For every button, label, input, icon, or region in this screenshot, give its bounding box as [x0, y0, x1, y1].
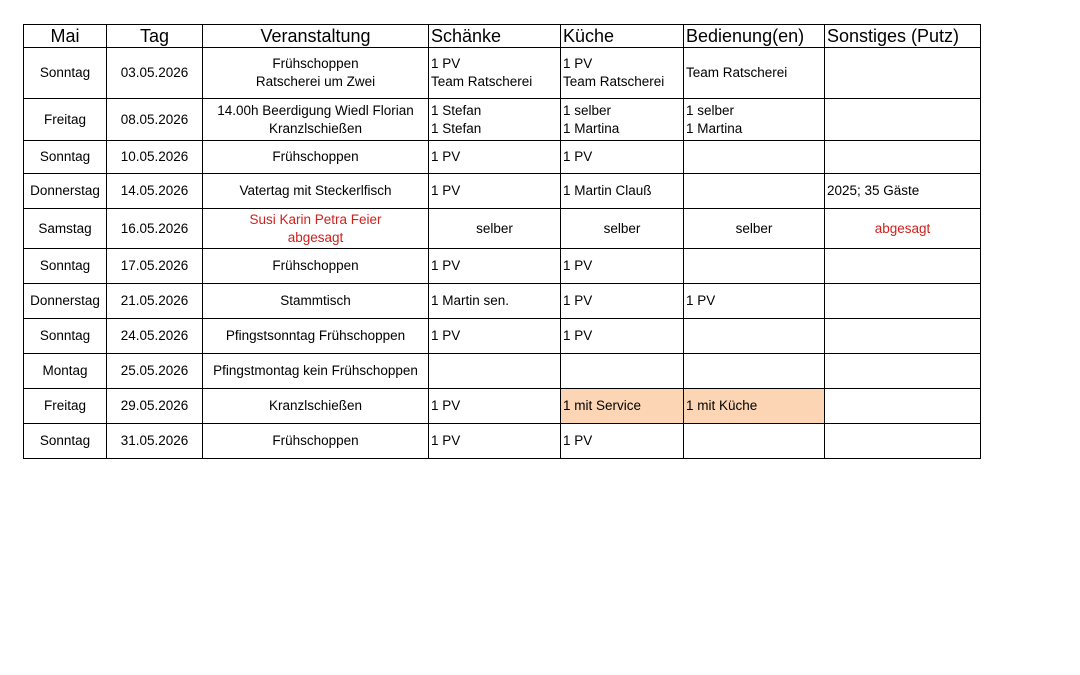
kitchen-cell: 1 PV: [561, 249, 684, 284]
date-cell: 16.05.2026: [107, 209, 203, 249]
table-row: [24, 354, 981, 389]
schedule-sheet: [23, 24, 980, 459]
service-cell: [684, 48, 825, 99]
kitchen-cell: 1 PV: [561, 319, 684, 354]
other-cell: [825, 99, 981, 141]
other-cell: 2025; 35 Gäste: [825, 174, 981, 209]
kitchen-cell: [561, 354, 684, 389]
kitchen-cell: selber: [561, 209, 684, 249]
date-cell: 17.05.2026: [107, 249, 203, 284]
kitchen-line: 1 Martina: [563, 120, 620, 136]
date-cell: 29.05.2026: [107, 389, 203, 424]
service-line: 1 selber: [686, 102, 735, 118]
bar-cell: 1 Martin sen.: [429, 284, 561, 319]
header-month: Mai: [24, 25, 107, 48]
event-cell: Pfingstsonntag Frühschoppen: [203, 319, 429, 354]
event-cell: Frühschoppen: [203, 141, 429, 174]
bar-cell: 1 PV: [429, 249, 561, 284]
event-cell: Frühschoppen: [203, 249, 429, 284]
event-cell: [203, 209, 429, 249]
date-cell: 10.05.2026: [107, 141, 203, 174]
other-cell: [825, 141, 981, 174]
event-cell: Frühschoppen: [203, 424, 429, 459]
event-line: Frühschoppen: [272, 56, 359, 71]
date-cell: 14.05.2026: [107, 174, 203, 209]
table-row: [24, 284, 981, 319]
other-cell: [825, 249, 981, 284]
bar-line: 1 Stefan: [431, 102, 482, 118]
kitchen-cell: 1 Martin Clauß: [561, 174, 684, 209]
table-row: [24, 209, 981, 249]
header-event: Veranstaltung: [203, 25, 429, 48]
kitchen-cell: 1 PV: [561, 424, 684, 459]
header-day: Tag: [107, 25, 203, 48]
other-cell: [825, 284, 981, 319]
event-line: Ratscherei um Zwei: [255, 74, 376, 89]
kitchen-line: 1 PV: [563, 56, 593, 71]
event-line: 14.00h Beerdigung Wiedl Florian: [217, 102, 414, 118]
event-cell: Vatertag mit Steckerlfisch: [203, 174, 429, 209]
weekday-cell: Montag: [24, 354, 107, 389]
other-cell-cancelled: abgesagt: [825, 209, 981, 249]
bar-cell: [429, 99, 561, 141]
event-cell: Stammtisch: [203, 284, 429, 319]
header-kitchen: Küche: [561, 25, 684, 48]
service-line: Team Ratscherei: [686, 65, 788, 80]
other-cell: [825, 48, 981, 99]
service-line: 1 Martina: [686, 120, 743, 136]
table-row: [24, 424, 981, 459]
event-cell: Kranzlschießen: [203, 389, 429, 424]
header-row: [24, 25, 981, 48]
weekday-cell: Sonntag: [24, 424, 107, 459]
event-line: Kranzlschießen: [268, 120, 363, 136]
bar-cell: 1 PV: [429, 174, 561, 209]
bar-line: 1 Stefan: [431, 120, 482, 136]
bar-cell: 1 PV: [429, 424, 561, 459]
date-cell: 08.05.2026: [107, 99, 203, 141]
table-row: [24, 319, 981, 354]
bar-line: Team Ratscherei: [431, 74, 533, 89]
cancelled-label: abgesagt: [287, 229, 344, 245]
event-cell: Pfingstmontag kein Frühschoppen: [203, 354, 429, 389]
other-cell: [825, 319, 981, 354]
table-row: [24, 99, 981, 141]
date-cell: 24.05.2026: [107, 319, 203, 354]
date-cell: 25.05.2026: [107, 354, 203, 389]
service-cell: [684, 354, 825, 389]
other-cell: [825, 354, 981, 389]
bar-cell: 1 PV: [429, 141, 561, 174]
service-cell: 1 PV: [684, 284, 825, 319]
service-cell: [684, 249, 825, 284]
service-cell: [684, 174, 825, 209]
table-row: [24, 174, 981, 209]
weekday-cell: Freitag: [24, 389, 107, 424]
event-line: Susi Karin Petra Feier: [249, 211, 382, 227]
table-row: [24, 249, 981, 284]
date-cell: 31.05.2026: [107, 424, 203, 459]
kitchen-line: 1 selber: [563, 102, 612, 118]
bar-cell: [429, 48, 561, 99]
kitchen-cell: 1 PV: [561, 284, 684, 319]
kitchen-cell: 1 PV: [561, 141, 684, 174]
service-cell: [684, 141, 825, 174]
date-cell: 21.05.2026: [107, 284, 203, 319]
bar-cell: 1 PV: [429, 319, 561, 354]
bar-cell: selber: [429, 209, 561, 249]
weekday-cell: Sonntag: [24, 141, 107, 174]
weekday-cell: Sonntag: [24, 48, 107, 99]
service-cell: selber: [684, 209, 825, 249]
weekday-cell: Sonntag: [24, 249, 107, 284]
weekday-cell: Donnerstag: [24, 284, 107, 319]
event-schedule-table: [23, 24, 981, 459]
kitchen-cell-highlighted: 1 mit Service: [561, 389, 684, 424]
bar-cell: 1 PV: [429, 389, 561, 424]
kitchen-cell: [561, 99, 684, 141]
weekday-cell: Freitag: [24, 99, 107, 141]
other-cell: [825, 389, 981, 424]
weekday-cell: Sonntag: [24, 319, 107, 354]
header-service: Bedienung(en): [684, 25, 825, 48]
table-row: [24, 389, 981, 424]
header-other: Sonstiges (Putz): [825, 25, 981, 48]
event-cell: [203, 99, 429, 141]
weekday-cell: Donnerstag: [24, 174, 107, 209]
header-bar: Schänke: [429, 25, 561, 48]
service-cell: [684, 424, 825, 459]
bar-cell: [429, 354, 561, 389]
table-row: [24, 141, 981, 174]
service-cell-highlighted: 1 mit Küche: [684, 389, 825, 424]
kitchen-line: Team Ratscherei: [563, 74, 665, 89]
service-cell: [684, 319, 825, 354]
table-row: [24, 48, 981, 99]
bar-line: 1 PV: [431, 56, 461, 71]
other-cell: [825, 424, 981, 459]
kitchen-cell: [561, 48, 684, 99]
service-cell: [684, 99, 825, 141]
weekday-cell: Samstag: [24, 209, 107, 249]
date-cell: 03.05.2026: [107, 48, 203, 99]
event-cell: [203, 48, 429, 99]
